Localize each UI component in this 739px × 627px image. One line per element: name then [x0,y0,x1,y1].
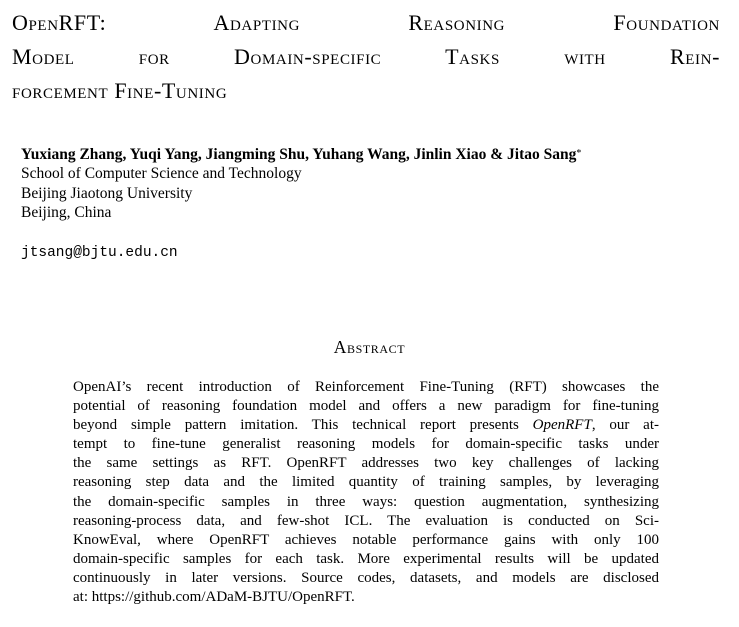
abstract-line: reasoning-process data, and few-shot ICL. The evaluation is conducted on Sci- [73,512,659,529]
corresponding-author-mark: * [576,148,582,159]
affiliation-university: Beijing Jiaotong University [21,184,193,202]
abstract-text [73,378,659,607]
abstract-line: tempt to fine-tune generalist reasoning models for domain-specific tasks under [73,436,659,453]
abstract-line [73,416,659,435]
abstract-line-part: , our at- [591,417,659,434]
abstract-line: the same settings as RFT. OpenRFT addresses two key challenges of lacking [73,455,659,472]
abstract-line: potential of reasoning foundation model and offers a new paradigm for fine-tuning [73,398,659,415]
author-email: jtsang@bjtu.edu.cn [21,245,178,261]
abstract-line: reasoning step data and the limited quantity of training samples, by leveraging [73,474,659,491]
abstract-heading: Abstract [333,337,406,357]
title-line-3: forcement Fine-Tuning [12,78,228,103]
paper-title [12,6,720,108]
abstract-line-part: beyond simple pattern imitation. This technical report presents [73,417,533,434]
title-line-1: OpenRFT: Adapting Reasoning Foundation [12,10,720,35]
abstract-line: the domain-specific samples in three ways: question augmentation, synthesizing [73,493,659,510]
abstract-line: at: https://github.com/ADaM-BJTU/OpenRFT. [73,589,355,606]
affiliation-school: School of Computer Science and Technology [21,165,302,182]
system-name-emphasis: OpenRFT [532,417,592,434]
affiliation-location: Beijing, China [21,204,112,221]
title-line-2: Model for Domain-specific Tasks with Rein- [12,44,720,69]
abstract-line: KnowEval, where OpenRFT achieves notable performance gains with only 100 [73,531,659,548]
abstract-line: OpenAI’s recent introduction of Reinforcement Fine-Tuning (RFT) showcases the [73,379,659,395]
author-names: Yuxiang Zhang, Yuqi Yang, Jiangming Shu, Yuhang Wang, Jinlin Xiao & Jitao Sang [21,146,577,163]
affiliation-block [21,164,302,223]
abstract-line: continuously in later versions. Source codes, datasets, and models are disclosed [73,569,659,586]
abstract-line: domain-specific samples for each task. More experimental results will be updated [73,550,659,567]
author-list [21,145,581,165]
